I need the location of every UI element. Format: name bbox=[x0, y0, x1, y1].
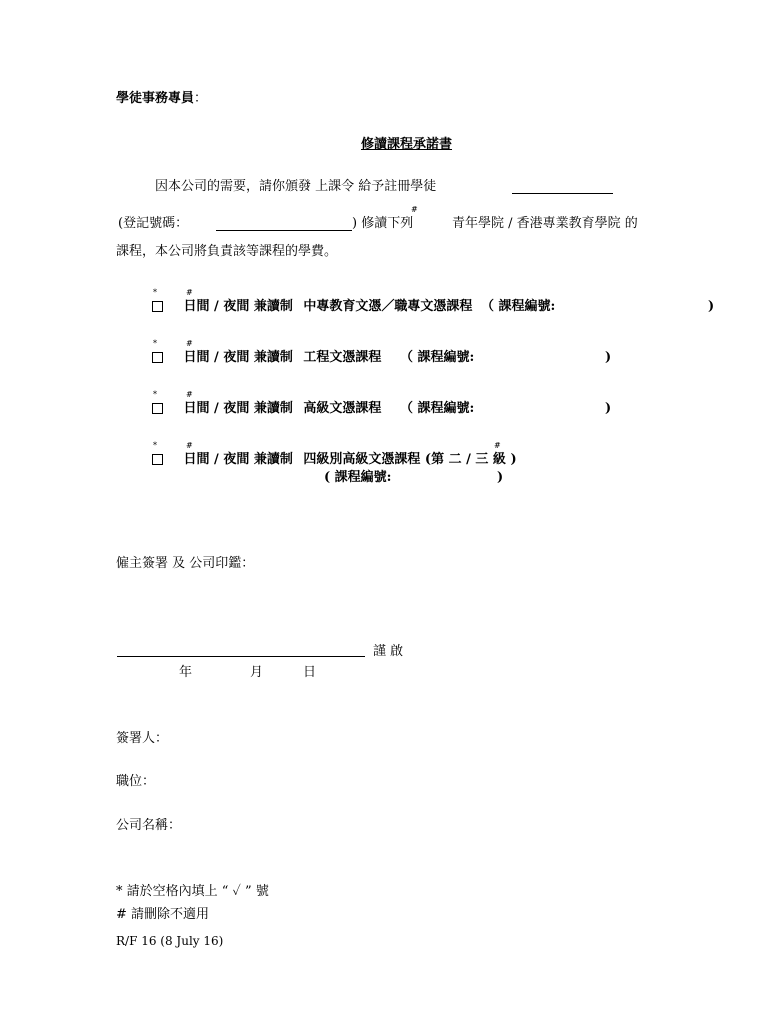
option-2-hash: # bbox=[186, 339, 193, 348]
signer-label: 簽署人： bbox=[116, 731, 169, 746]
hash-note: # 請刪除不適用 bbox=[116, 907, 210, 922]
option-3-hash: # bbox=[186, 390, 193, 399]
form-reference: R/F 16 (8 July 16) bbox=[116, 934, 224, 948]
option-3-close: ) bbox=[605, 401, 612, 416]
reg-no-blank[interactable] bbox=[216, 230, 352, 231]
document-title: 修讀課程承諾書 bbox=[361, 137, 453, 152]
option-4-star: * bbox=[153, 441, 157, 450]
option-3-course: 高級文憑課程 bbox=[303, 401, 382, 416]
star-note: * 請於空格內填上 “ ✓ ” 號 bbox=[116, 884, 269, 899]
option-4-checkbox[interactable] bbox=[152, 454, 163, 465]
option-1-code-label: （ 課程編號: bbox=[480, 299, 556, 314]
intro-line-3: 課程，本公司將負責該等課程的學費。 bbox=[116, 244, 338, 259]
option-3-star: * bbox=[153, 390, 157, 399]
intro-hash-marker: # bbox=[411, 205, 418, 214]
option-2 bbox=[152, 351, 474, 364]
recipient-heading bbox=[116, 92, 207, 105]
intro-line-1-text: 因本公司的需要，請你頒發 上課令 給予註冊學徒 bbox=[155, 179, 437, 194]
option-4-mode: 日間 / 夜間 兼讀制 bbox=[183, 452, 293, 467]
regards-text: 謹 啟 bbox=[373, 644, 404, 659]
option-2-checkbox[interactable] bbox=[152, 352, 163, 363]
option-3-mode: 日間 / 夜間 兼讀制 bbox=[183, 401, 293, 416]
option-4-code-label: ( 課程編號: bbox=[324, 470, 392, 485]
reg-suffix: ) 修讀下列 bbox=[352, 216, 414, 231]
company-name-label: 公司名稱： bbox=[116, 818, 182, 833]
recipient-text: 學徒事務專員 bbox=[116, 91, 195, 106]
option-1 bbox=[152, 300, 555, 313]
option-3 bbox=[152, 402, 474, 415]
employer-signature-label: 僱主簽署 及 公司印鑑： bbox=[116, 556, 255, 571]
option-2-mode: 日間 / 夜間 兼讀制 bbox=[183, 350, 293, 365]
employer-signature-line[interactable] bbox=[117, 656, 365, 657]
option-1-hash: # bbox=[186, 288, 193, 297]
option-2-code-label: （ 課程編號: bbox=[399, 350, 475, 365]
intro-line-1 bbox=[155, 180, 436, 193]
option-4-level-hash: # bbox=[494, 441, 501, 450]
option-4-close: ) bbox=[497, 470, 504, 485]
apprentice-name-blank[interactable] bbox=[512, 193, 613, 194]
date-year-label: 年 bbox=[179, 665, 193, 680]
option-2-close: ) bbox=[605, 350, 612, 365]
option-1-close: ) bbox=[708, 299, 715, 314]
option-4-hash: # bbox=[186, 441, 193, 450]
option-1-mode: 日間 / 夜間 兼讀制 bbox=[183, 299, 293, 314]
option-1-checkbox[interactable] bbox=[152, 301, 163, 312]
date-month-label: 月 bbox=[250, 665, 264, 680]
institutes-text: 青年學院 / 香港專業教育學院 的 bbox=[452, 216, 638, 231]
position-label: 職位： bbox=[116, 774, 156, 789]
option-1-star: * bbox=[153, 288, 157, 297]
recipient-colon: ： bbox=[194, 91, 208, 106]
intro-line-2 bbox=[118, 217, 188, 230]
reg-no-label: (登記號碼： bbox=[118, 216, 189, 231]
option-4-course: 四級別高級文憑課程 (第 二 / 三 級 ) bbox=[303, 452, 517, 467]
option-3-code-label: （ 課程編號: bbox=[399, 401, 475, 416]
option-3-checkbox[interactable] bbox=[152, 403, 163, 414]
option-2-course: 工程文憑課程 bbox=[303, 350, 382, 365]
option-4 bbox=[152, 453, 517, 466]
option-2-star: * bbox=[153, 339, 157, 348]
option-1-course: 中專教育文憑／職專文憑課程 bbox=[303, 299, 473, 314]
date-day-label: 日 bbox=[303, 665, 317, 680]
